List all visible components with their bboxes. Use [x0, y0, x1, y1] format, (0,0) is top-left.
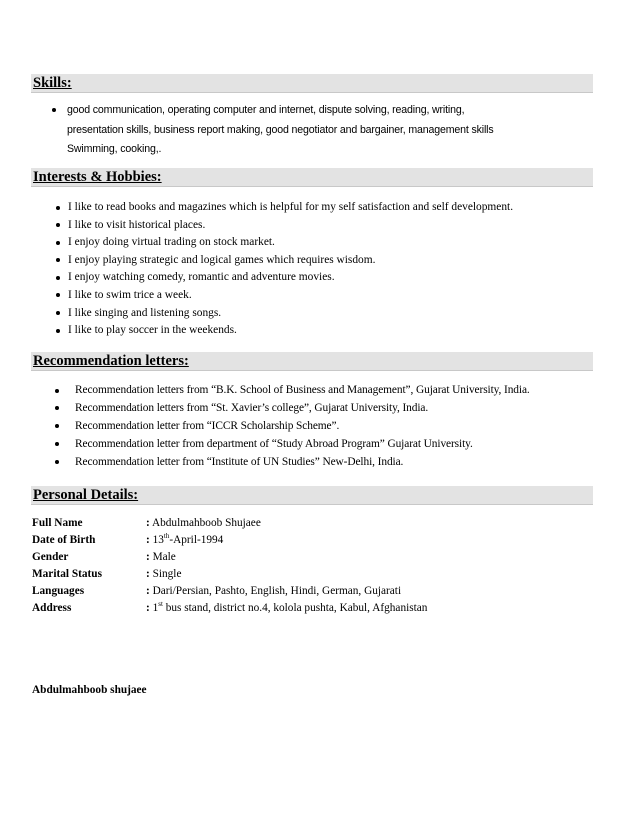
personal-title: Personal Details:: [33, 487, 139, 503]
list-item: Recommendation letters from “St. Xavier’s college”, Gujarat University, India.: [75, 400, 605, 418]
skills-header: [31, 74, 593, 93]
list-item: I like to read books and magazines which is helpful for my self satisfaction and self development.: [68, 199, 588, 217]
bullet-icon: [56, 329, 60, 333]
languages-value: : Dari/Persian, Pashto, English, Hindi, German, Gujarati: [146, 585, 402, 597]
personal-details: [32, 515, 592, 617]
interests-list: [68, 199, 588, 340]
interests-title: Interests & Hobbies:: [33, 169, 162, 185]
detail-row-dob: [32, 532, 592, 549]
list-item: [67, 101, 567, 121]
detail-row-languages: [32, 583, 592, 600]
marital-label: Marital Status: [32, 568, 102, 580]
list-item: [67, 121, 567, 141]
list-item: I like to play soccer in the weekends.: [68, 322, 588, 340]
skills-line-3: Swimming, cooking,.: [67, 143, 162, 155]
bullet-icon: [56, 223, 60, 227]
full-name-label: Full Name: [32, 517, 83, 529]
signature-name: Abdulmahboob shujaee: [32, 684, 147, 696]
bullet-icon: [56, 206, 60, 210]
skills-title: Skills:: [33, 75, 72, 91]
list-item: Recommendation letter from department of “Study Abroad Program” Gujarat University.: [75, 436, 605, 454]
personal-header: [31, 486, 593, 505]
detail-row-full-name: [32, 515, 592, 532]
list-item: I like to swim trice a week.: [68, 287, 588, 305]
languages-label: Languages: [32, 585, 85, 597]
marital-value: : Single: [146, 568, 182, 580]
skills-line-2: presentation skills, business report making, good negotiator and bargainer, management skills: [67, 123, 494, 136]
recommendations-header: [31, 352, 593, 371]
gender-value: : Male: [146, 551, 176, 563]
list-item: I enjoy playing strategic and logical games which requires wisdom.: [68, 252, 588, 270]
list-item: Recommendation letters from “B.K. School of Business and Management”, Gujarat University, India.: [75, 382, 605, 400]
list-item: I like to visit historical places.: [68, 217, 588, 235]
detail-row-marital: [32, 566, 592, 583]
detail-row-address: [32, 600, 592, 617]
skills-line-1: good communication, operating computer and internet, dispute solving, reading, writing,: [67, 104, 465, 116]
recommendations-list: [75, 382, 605, 472]
bullet-icon: [56, 293, 60, 297]
bullet-icon: [56, 241, 60, 245]
bullet-icon: [56, 276, 60, 280]
list-item: I like singing and listening songs.: [68, 305, 588, 323]
recommendations-title: Recommendation letters:: [33, 353, 189, 369]
bullet-icon: [56, 258, 60, 262]
bullet-icon: [55, 389, 59, 393]
dob-value: : 13th-April-1994: [146, 532, 224, 546]
full-name-value: : Abdulmahboob Shujaee: [146, 517, 261, 529]
dob-label: Date of Birth: [32, 534, 96, 546]
list-item: I enjoy doing virtual trading on stock market.: [68, 234, 588, 252]
interests-header: [31, 168, 593, 187]
bullet-icon: [56, 311, 60, 315]
bullet-icon: [55, 460, 59, 464]
gender-label: Gender: [32, 551, 69, 563]
list-item: [67, 140, 567, 160]
detail-row-gender: [32, 549, 592, 566]
list-item: Recommendation letter from “ICCR Scholarship Scheme”.: [75, 418, 605, 436]
bullet-icon: [55, 424, 59, 428]
bullet-icon: [55, 406, 59, 410]
list-item: I enjoy watching comedy, romantic and adventure movies.: [68, 269, 588, 287]
skills-list: [67, 101, 567, 160]
bullet-icon: [52, 108, 56, 112]
address-value: : 1st bus stand, district no.4, kolola pushta, Kabul, Afghanistan: [146, 600, 428, 614]
list-item: Recommendation letter from “Institute of UN Studies” New-Delhi, India.: [75, 454, 605, 472]
address-label: Address: [32, 602, 72, 614]
bullet-icon: [55, 442, 59, 446]
